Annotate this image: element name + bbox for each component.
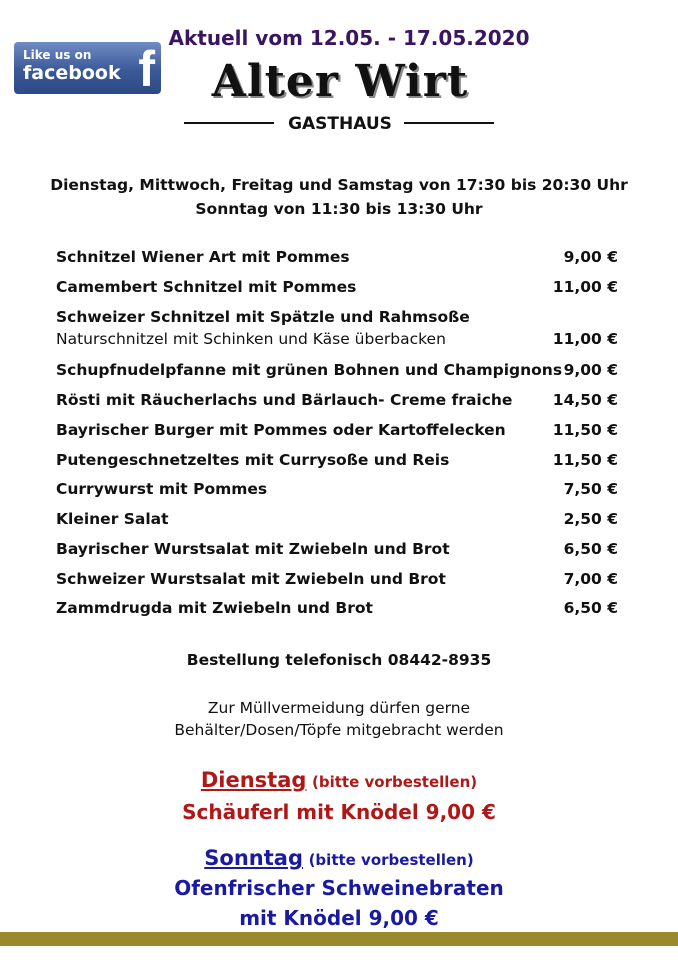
subtitle: GASTHAUS <box>288 114 392 134</box>
menu-item <box>56 570 618 588</box>
item-price: 9,00 € <box>563 361 618 379</box>
menu-item <box>56 510 618 528</box>
tuesday-hint: (bitte vorbestellen) <box>312 773 478 791</box>
menu-item <box>56 599 618 617</box>
date-range: Aktuell vom 12.05. - 17.05.2020 <box>168 26 530 50</box>
order-phone: Bestellung telefonisch 08442-8935 <box>186 651 492 669</box>
item-name: Schweizer Wurstsalat mit Zwiebeln und Brot <box>56 570 446 588</box>
item-name: Kleiner Salat <box>56 510 169 528</box>
item-price: 6,50 € <box>563 540 618 558</box>
item-price: 14,50 € <box>552 391 618 409</box>
item-price: 11,50 € <box>552 421 618 439</box>
logo: Alter Wirt <box>211 56 469 107</box>
item-name: Currywurst mit Pommes <box>56 480 268 498</box>
item-price: 2,50 € <box>563 510 618 528</box>
sunday-hint: (bitte vorbestellen) <box>308 851 474 869</box>
note-line: Zur Müllvermeidung dürfen gerne <box>207 699 471 717</box>
item-name: Bayrischer Wurstsalat mit Zwiebeln und Brot <box>56 540 450 558</box>
item-price: 7,50 € <box>563 480 618 498</box>
menu-item <box>56 278 618 296</box>
footer-bar <box>0 932 678 946</box>
item-name: Putengeschnetzeltes mit Currysoße und Reis <box>56 451 450 469</box>
menu-item <box>56 391 618 409</box>
tuesday-dish: Schäuferl mit Knödel 9,00 € <box>182 800 496 824</box>
item-price: 7,00 € <box>563 570 618 588</box>
menu-item <box>56 480 618 498</box>
item-name: Rösti mit Räucherlachs und Bärlauch- Creme fraiche <box>56 391 513 409</box>
hours-line: Sonntag von 11:30 bis 13:30 Uhr <box>195 200 483 218</box>
sunday-dish: mit Knödel 9,00 € <box>239 906 439 930</box>
item-description: Naturschnitzel mit Schinken und Käse überbacken <box>56 330 446 348</box>
item-price: 9,00 € <box>563 248 618 266</box>
item-name: Schupfnudelpfanne mit grünen Bohnen und Champignons <box>56 361 563 379</box>
tuesday-special-header <box>0 768 678 792</box>
sunday-day: Sonntag <box>204 846 303 870</box>
facebook-line1: Like us on <box>23 48 92 62</box>
sunday-special-header <box>0 846 678 870</box>
menu-item <box>56 451 618 469</box>
sunday-dish: Ofenfrischer Schweinebraten <box>174 876 504 900</box>
note-line: Behälter/Dosen/Töpfe mitgebracht werden <box>174 721 504 739</box>
menu-item <box>56 540 618 558</box>
facebook-line2: facebook <box>23 62 121 84</box>
item-price: 11,00 € <box>552 330 618 348</box>
item-price: 6,50 € <box>563 599 618 617</box>
item-name: Bayrischer Burger mit Pommes oder Kartoffelecken <box>56 421 506 439</box>
item-name: Zammdrugda mit Zwiebeln und Brot <box>56 599 373 617</box>
item-price: 11,50 € <box>552 451 618 469</box>
item-name: Schweizer Schnitzel mit Spätzle und Rahmsoße <box>56 308 470 326</box>
item-name: Schnitzel Wiener Art mit Pommes <box>56 248 350 266</box>
menu-item <box>56 361 618 379</box>
tuesday-day: Dienstag <box>200 768 307 792</box>
menu-item <box>56 421 618 439</box>
hours-line: Dienstag, Mittwoch, Freitag und Samstag von 17:30 bis 20:30 Uhr <box>50 176 628 194</box>
item-price: 11,00 € <box>552 278 618 296</box>
facebook-icon: f <box>138 41 155 97</box>
item-name: Camembert Schnitzel mit Pommes <box>56 278 357 296</box>
menu-item <box>56 248 618 266</box>
menu-item <box>56 308 618 348</box>
